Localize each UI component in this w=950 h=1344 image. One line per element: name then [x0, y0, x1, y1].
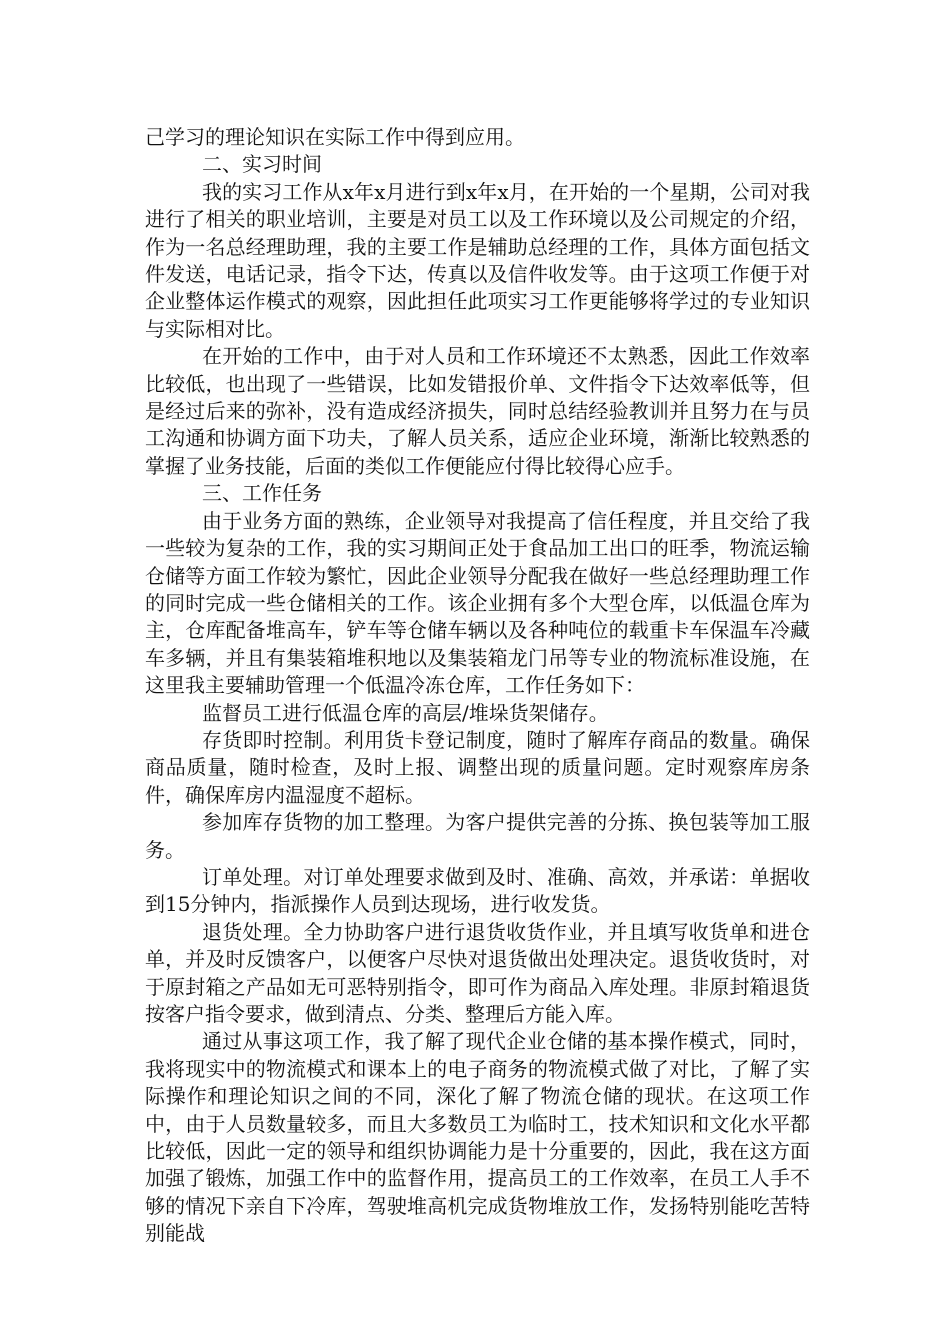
paragraph-task-inventory-control: 存货即时控制。利用货卡登记制度，随时了解库存商品的数量。确保商品质量，随时检查，及时上报、调整出现的质量问题。定时观察库房条件，确保库房内温湿度不超标。 [145, 727, 810, 807]
paragraph-reflection: 通过从事这项工作，我了解了现代企业仓储的基本操作模式，同时，我将现实中的物流模式和课本上的电子商务的物流模式做了对比，了解了实际操作和理论知识之间的不同，深化了解了物流仓储的现状。在这项工作中，由于人员数量较多，而且大多数员工为临时工，技术知识和文化水平都比较低，因此一定的领导和组织协调能力是十分重要的，因此，我在这方面加强了锻炼，加强工作中的监督作用，提高员工的工作效率，在员工人手不够的情况下亲自下冷库，驾驶堆高机完成货物堆放工作，发扬特别能吃苦特别能战 [145, 1029, 810, 1246]
paragraph-task-processing: 参加库存货物的加工整理。为客户提供完善的分拣、换包装等加工服务。 [145, 810, 810, 862]
paragraph-early-work: 在开始的工作中，由于对人员和工作环境还不太熟悉，因此工作效率比较低，也出现了一些错误，比如发错报价单、文件指令下达效率低等，但是经过后来的弥补，没有造成经济损失，同时总结经验教训并且努力在与员工沟通和协调方面下功夫，了解人员关系，适应企业环境，渐渐比较熟悉的掌握了业务技能，后面的类似工作便能应付得比较得心应手。 [145, 344, 810, 478]
paragraph-task-returns: 退货处理。全力协助客户进行退货收货作业，并且填写收货单和进仓单，并及时反馈客户，以便客户尽快对退货做出处理决定。退货收货时，对于原封箱之产品如无可恶特别指令，即可作为商品入库处理。非原封箱退货按客户指令要求，做到清点、分类、整理后方能入库。 [145, 919, 810, 1026]
paragraph-task-supervision: 监督员工进行低温仓库的高层/堆垛货架储存。 [202, 700, 609, 725]
paragraph-continuation: 己学习的理论知识在实际工作中得到应用。 [145, 125, 525, 149]
paragraph-internship-period: 我的实习工作从x年x月进行到x年x月，在开始的一个星期，公司对我进行了相关的职业培训，主要是对员工以及工作环境以及公司规定的介绍，作为一名总经理助理，我的主要工作是辅助总经理的工作，具体方面包括文件发送，电话记录，指令下达，传真以及信件收发等。由于这项工作便于对企业整体运作模式的观察，因此担任此项实习工作更能够将学过的专业知识与实际相对比。 [145, 179, 810, 341]
document-body [145, 124, 810, 1248]
section-heading-internship-time: 二、实习时间 [202, 152, 322, 177]
paragraph-task-order-processing: 订单处理。对订单处理要求做到及时、准确、高效，并承诺：单据收到15分钟内，指派操作人员到达现场，进行收发货。 [145, 864, 810, 917]
section-heading-work-tasks: 三、工作任务 [202, 481, 322, 506]
paragraph-task-assignment: 由于业务方面的熟练，企业领导对我提高了信任程度，并且交给了我一些较为复杂的工作，我的实习期间正处于食品加工出口的旺季，物流运输仓储等方面工作较为繁忙，因此企业领导分配我在做好一些总经理助理工作的同时完成一些仓储相关的工作。该企业拥有多个大型仓库，以低温仓库为主，仓库配备堆高车，铲车等仓储车辆以及各种吨位的载重卡车保温车冷藏车多辆，并且有集装箱堆积地以及集装箱龙门吊等专业的物流标准设施，在这里我主要辅助管理一个低温冷冻仓库，工作任务如下： [145, 508, 810, 698]
